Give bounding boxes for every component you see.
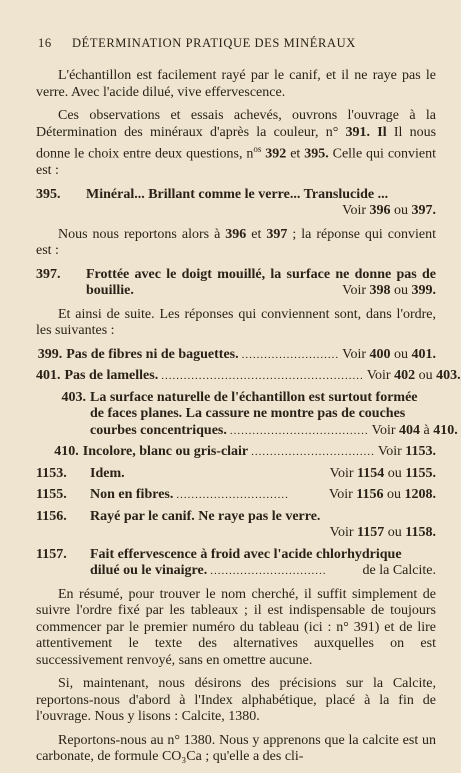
entry-397: 397. Frottée avec le doigt mouillé, la surface ne donne pas de bouillie. Voir 398 ou 399. <box>36 266 436 299</box>
list-item: 1157. Fait effervescence à froid avec l'acide chlorhydrique dilué ou le vinaigre. ............................... de la Calcite. <box>36 546 436 579</box>
page-body <box>36 68 461 773</box>
paragraph-summary: En résumé, pour trouver le nom cherché, il suffit simplement de suivre l'ordre fixé par les tableaux ; il est indispensable de toujours commencer par le premier numéro du tableau (ici : n° 391) et de lire attentivement le texte des alternatives auxquelles on est successivement renvoyé, sans en omettre aucune. <box>36 586 436 668</box>
answer-list <box>36 346 461 580</box>
list-item: 1153. Idem. Voir 1154 ou 1155. <box>36 465 436 481</box>
running-title: DÉTERMINATION PRATIQUE DES MINÉRAUX <box>72 36 356 50</box>
page-number: 16 <box>38 36 52 50</box>
paragraph-open-book: Ces observations et essais achevés, ouvrons l'ouvrage à la Détermination des minéraux d'après la couleur, n° 391. Il Il nous donne le choix entre deux questions, $n^{os}$ 392 et 395. Celle qui convient est : <box>36 108 437 179</box>
paragraph-calcite: Reportons-nous au n° 1380. Nous y apprenons que la calcite est un carbonate, de formule CO₃Ca ; qu'elle a des cli- <box>36 732 436 765</box>
list-item: 1155. Non en fibres. .............................. Voir 1156 ou 1208. <box>36 487 436 503</box>
list-item: 399. Pas de fibres ni de baguettes. .......................... Voir 400 ou 401. <box>37 346 436 362</box>
list-item: 410. Incolore, blanc ou gris-clair ................................. Voir 1153. <box>54 444 436 460</box>
paragraph-index: Si, maintenant, nous désirons des précisions sur la Calcite, reportons-nous d'abord à l'Index alphabétique, placé à la fin de l'ouvrage. Nous y lisons : Calcite, 1380. <box>36 676 436 725</box>
list-item: 403. La surface naturelle de l'échantillon est surtout formée de faces planes. La cassure ne montre pas de couches courbes concentriques. ..................................... Voir 404 à 410. <box>61 389 458 438</box>
list-item: 1156. Rayé par le canif. Ne raye pas le verre. Voir 1157 ou 1158. <box>36 508 436 541</box>
paragraph-report: Nous nous reportons alors à 396 et 397 ; la réponse qui convient est : <box>36 226 437 259</box>
list-item: 401. Pas de lamelles. ...................................................... Voir 402 ou 403. <box>36 368 461 384</box>
paragraph-sample-description: L'échantillon est facilement rayé par le canif, et il ne raye pas le verre. Avec l'acide dilué, vive effervescence. <box>36 68 436 100</box>
entry-395: 395. Minéral... Brillant comme le verre... Translucide ... Voir 396 ou 397. <box>36 186 436 219</box>
paragraph-and-so-on: Et ainsi de suite. Les réponses qui conviennent sont, dans l'ordre, les suivantes : <box>36 306 436 339</box>
